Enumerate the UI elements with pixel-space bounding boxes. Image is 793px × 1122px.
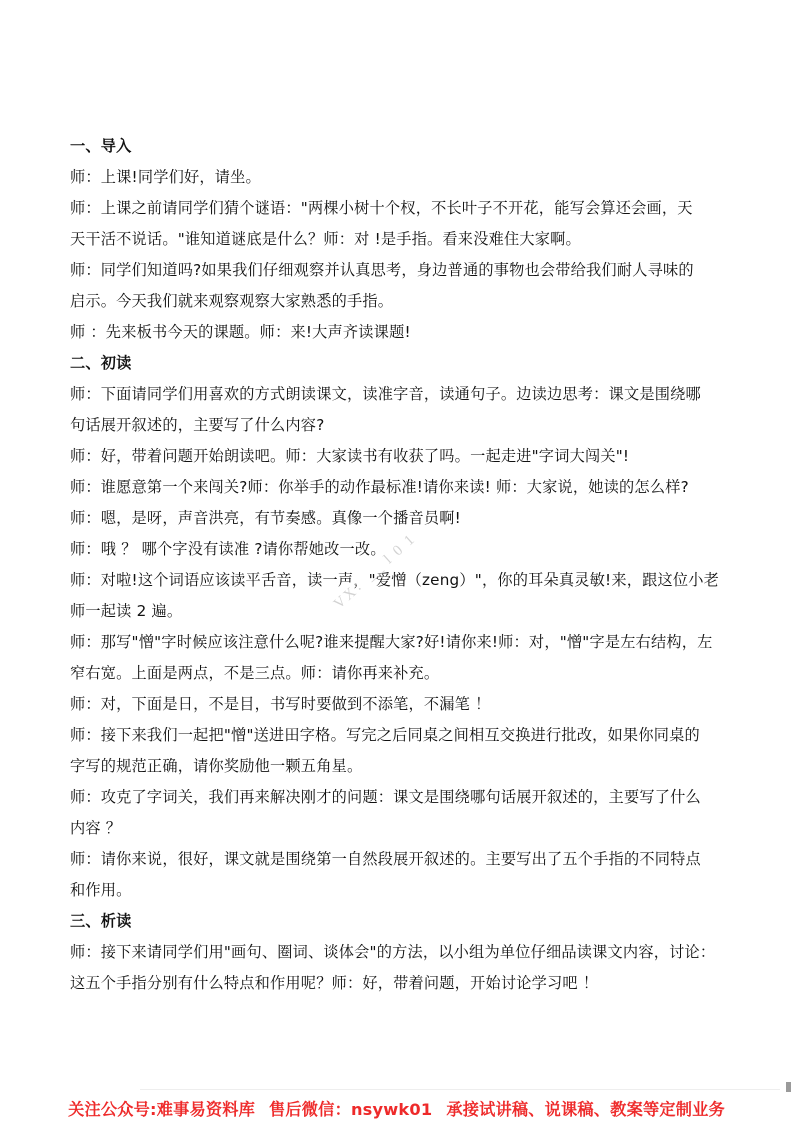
paragraph-line: 师：哦 ？ 哪个字没有读准 ?请你帮她改一改。 [70, 540, 386, 558]
section-heading-intro: 一、导入 [70, 137, 132, 155]
paragraph-line: 师：接下来我们一起把"憎"送进田字格。写完之后同桌之间相互交换进行批改，如果你同桌的 [70, 726, 700, 744]
paragraph-line: 师：同学们知道吗?如果我们仔细观察并认真思考，身边普通的事物也会带给我们耐人寻味的 [70, 261, 694, 279]
paragraph-line: 师：下面请同学们用喜欢的方式朗读课文，读准字音，读通句子。边读边思考：课文是围绕哪 [70, 385, 701, 403]
footer-banner [0, 1094, 793, 1122]
paragraph-line: 师：好，带着问题开始朗读吧。师：大家读书有收获了吗。一起走进"字词大闯关"! [70, 447, 630, 465]
paragraph-line: 师：对啦!这个词语应该读平舌音，读一声，"爱憎（zeng）"，你的耳朵真灵敏!来，跟这位小老 [70, 571, 720, 589]
paragraph-line: 师：请你来说，很好，课文就是围绕第一自然段展开叙述的。主要写出了五个手指的不同特点 [70, 850, 701, 868]
paragraph-line: 和作用。 [70, 881, 132, 899]
paragraph-line: 天干活不说话。"谁知道谜底是什么？师：对 !是手指。看来没难住大家啊。 [70, 230, 581, 248]
paragraph-line: 师：嗯，是呀，声音洪亮，有节奏感。真像一个播音员啊! [70, 509, 461, 527]
footer-public-account: 关注公众号:难事易资料库 [68, 1100, 256, 1119]
paragraph-line: 师：上课!同学们好，请坐。 [70, 168, 261, 186]
section-heading-analysis-reading: 三、析读 [70, 912, 132, 930]
paragraph-line: 窄右宽。上面是两点，不是三点。师：请你再来补充。 [70, 664, 440, 682]
paragraph-line: 师：谁愿意第一个来闯关?师：你举手的动作最标准!请你来读! 师：大家说，她读的怎么样? [70, 478, 689, 496]
paragraph-line: 启示。今天我们就来观察观察大家熟悉的手指。 [70, 292, 394, 310]
paragraph-line: 师 ：先来板书今天的课题。师：来!大声齐读课题! [70, 323, 411, 341]
footer-wechat: 售后微信：nsywk01 [269, 1100, 433, 1119]
paragraph-line: 这五个手指分别有什么特点和作用呢？师：好，带着问题，开始讨论学习吧 ！ [70, 974, 599, 992]
paragraph-line: 师：接下来请同学们用"画句、圈词、谈体会"的方法，以小组为单位仔细品读课文内容，讨论： [70, 943, 716, 961]
paragraph-line: 师：对，下面是日，不是目，书写时要做到不添笔，不漏笔 ！ [70, 695, 491, 713]
footer-divider [140, 1089, 780, 1090]
paragraph-line: 师：上课之前请同学们猜个谜语："两棵小树十个杈，不长叶子不开花，能写会算还会画，天 [70, 199, 693, 217]
document-body [70, 131, 726, 999]
page-corner-mark [786, 1082, 791, 1092]
watermark: VX：__ l 0 1 [331, 530, 420, 613]
paragraph-line: 师一起读 2 遍。 [70, 602, 183, 620]
paragraph-line: 内容 ？ [70, 819, 122, 837]
paragraph-line: 字写的规范正确，请你奖励他一颗五角星。 [70, 757, 363, 775]
paragraph-line: 师：攻克了字词关，我们再来解决刚才的问题：课文是围绕哪句话展开叙述的，主要写了什么 [70, 788, 701, 806]
footer-services: 承接试讲稿、说课稿、教案等定制业务 [446, 1100, 725, 1119]
section-heading-first-reading: 二、初读 [70, 354, 132, 372]
paragraph-line: 句话展开叙述的，主要写了什么内容? [70, 416, 325, 434]
paragraph-line: 师：那写"憎"字时候应该注意什么呢?谁来提醒大家?好!请你来!师：对，"憎"字是左右结构，左 [70, 633, 713, 651]
